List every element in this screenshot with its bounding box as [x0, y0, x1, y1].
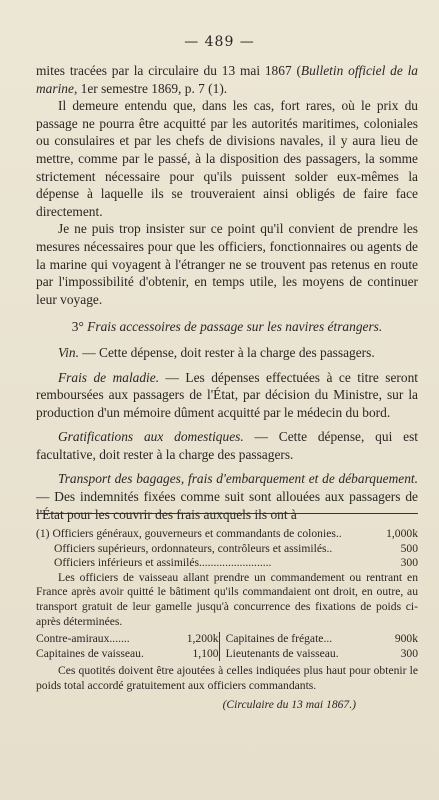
- item-gratuities: Gratifications aux domestiques. — Cette dépense, qui est facultative, doit rester à la charge des passagers.: [36, 429, 418, 462]
- paragraph: Il demeure entendu que, dans les cas, fort rares, où le prix du passage ne pourra être acquitté par les autorités maritimes, coloniales ou consulaires et par les chefs de divisions navales, il y aura lieu de mettre, comme par le passé, à la disposition des passagers, la somme strictement nécessaire pour qu'ils puissent solder eux-mêmes la dépense à laquelle ils se trouveraient ainsi obligés de faire face directement.: [36, 98, 418, 219]
- footnote-text: Ces quotités doivent être ajoutées à celles indiquées plus haut pour obtenir le poids total accordé gratuitement aux officiers commandants.: [36, 664, 418, 692]
- item-heading: Gratifications aux domestiques.: [58, 429, 244, 445]
- weight-table: [36, 632, 418, 661]
- footnote-text: Les officiers de vaisseau allant prendre un commandement ou rentrant en France après avoir quitté le bâtiment qu'ils commandaient ont droit, en outre, au transport gratuit de leur gamelle jusqu'à concurrence des fixations de poids ci-après déterminées.: [36, 570, 418, 628]
- footnote-row: Officiers inférieurs et assimilés......................... 300: [54, 556, 418, 570]
- paragraph: Je ne puis trop insister sur ce point qu'il convient de prendre les mesures nécessaires pour que les officiers, fonctionnaires ou agents de la marine qui voyagent à l'étranger ne se trouvent pas retenus en route par l'impossibilité d'obtenir, en temps utile, les moyens de continuer leur voyage.: [36, 221, 418, 307]
- item-wine: Vin. — Cette dépense, doit rester à la charge des passagers.: [58, 344, 375, 360]
- footnote: [36, 527, 418, 712]
- item-illness: Frais de maladie. — Les dépenses effectuées à ce titre seront remboursées aux passagers de l'État, par décision du Ministre, sur la production d'un mémoire dûment acquitté par le médecin du bord.: [36, 369, 418, 420]
- footnote-row: Officiers supérieurs, ordonnateurs, contrôleurs et assimilés.. 500: [54, 541, 418, 555]
- footnote-divider: [36, 513, 418, 514]
- weight-row: Contre-amiraux....... 1,200k: [36, 632, 219, 646]
- item-heading: Frais de maladie.: [58, 369, 160, 385]
- footnote-row: (1) Officiers généraux, gouverneurs et commandants de colonies.. 1,000k: [36, 527, 418, 540]
- page-number: — 489 —: [184, 34, 255, 50]
- paragraph-continuation: mites tracées par la circulaire du 13 mai 1867 (Bulletin officiel de la marine, 1er semestre 1869, p. 7 (1).: [36, 63, 418, 96]
- item-heading: Vin.: [58, 344, 79, 360]
- main-text: [36, 62, 418, 523]
- weight-row: Capitaines de vaisseau. 1,100: [36, 646, 219, 660]
- weight-row: Lieutenants de vaisseau. 300: [225, 646, 418, 660]
- section-heading: 3° Frais accessoires de passage sur les navires étrangers.: [71, 319, 383, 335]
- bulletin-title: Bulletin officiel de la marine: [36, 63, 418, 96]
- item-baggage: Transport des bagages, frais d'embarquement et de débarquement. — Des indemnités fixées comme suit sont allouées aux passagers de l'État pour les couvrir des frais auxquels ils ont à: [36, 471, 418, 522]
- footnote-marker: (1): [36, 527, 50, 540]
- weight-row: Capitaines de frégate... 900k: [225, 632, 418, 646]
- citation: (Circulaire du 13 mai 1867.): [222, 697, 356, 711]
- item-heading: Transport des bagages, frais d'embarquement et de débarquement.: [58, 471, 418, 487]
